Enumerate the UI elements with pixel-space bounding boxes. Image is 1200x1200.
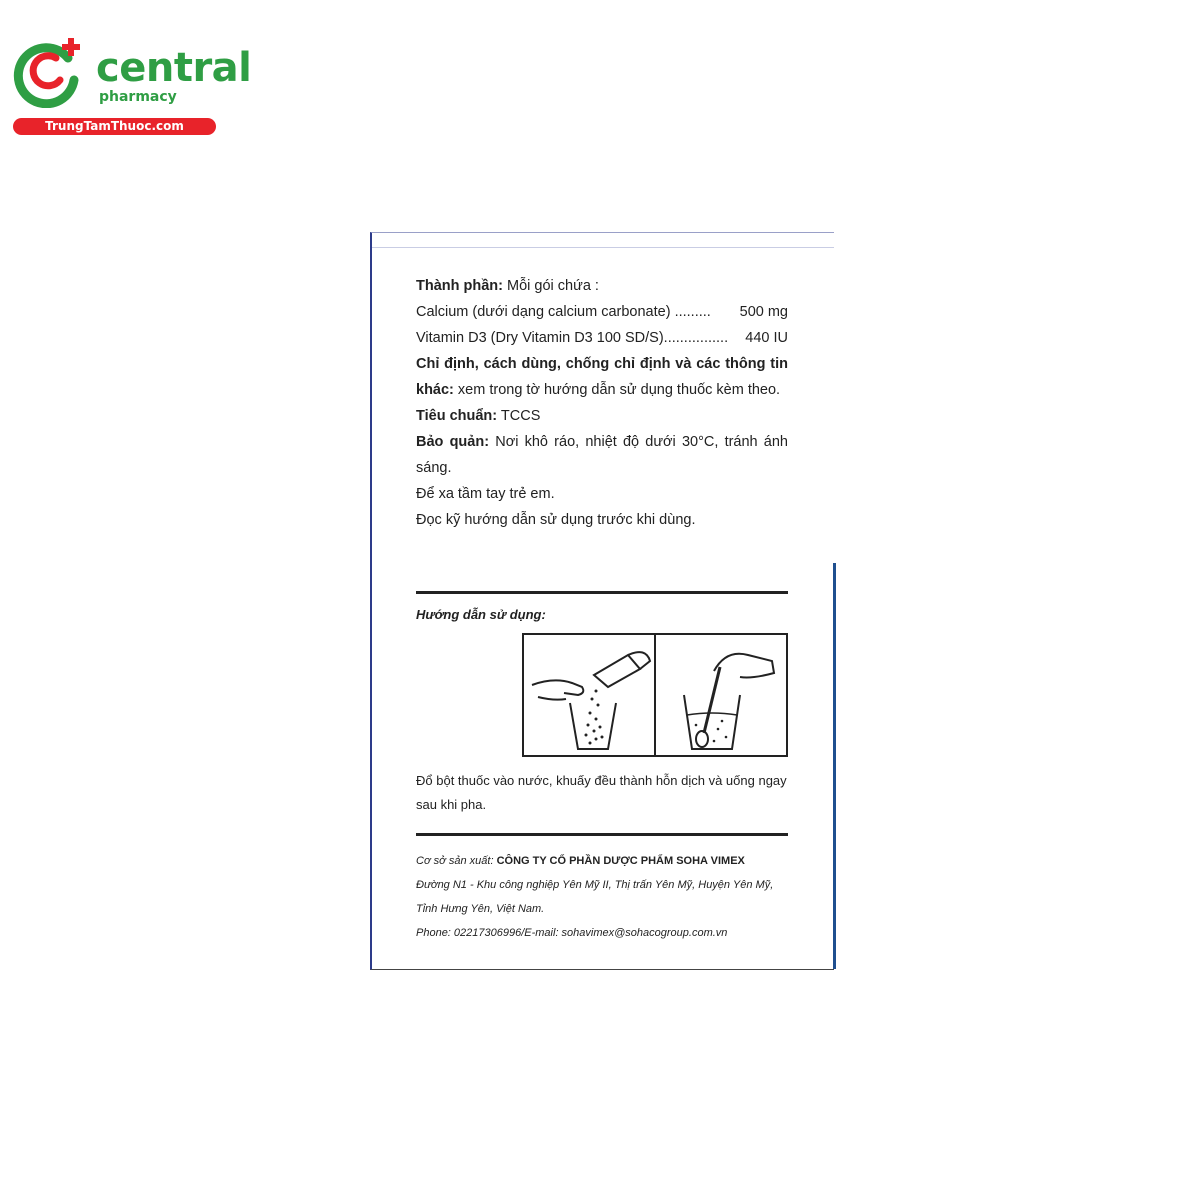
logo-sub-text: pharmacy bbox=[99, 89, 177, 105]
ingredient-row bbox=[416, 299, 788, 325]
central-pharmacy-logo bbox=[10, 36, 252, 136]
storage-paragraph bbox=[416, 429, 788, 481]
ingredient-amount: 500 mg bbox=[739, 304, 788, 320]
usage-illustration bbox=[522, 633, 788, 757]
logo-brand-text: central bbox=[96, 45, 252, 91]
top-divider bbox=[372, 247, 834, 248]
children-warning: Để xa tầm tay trẻ em. bbox=[416, 486, 555, 502]
composition-line bbox=[416, 273, 788, 299]
composition-intro: Mỗi gói chứa : bbox=[507, 278, 599, 294]
stir-panel bbox=[654, 635, 786, 755]
manufacturer-company: CÔNG TY CỔ PHẦN DƯỢC PHẨM SOHA VIMEX bbox=[496, 855, 745, 867]
label-info-section bbox=[416, 273, 788, 533]
manufacturer-label: Cơ sở sản xuất: bbox=[416, 855, 494, 867]
howto-text: Đổ bột thuốc vào nước, khuấy đều thành hỗn dịch và uống ngay sau khi pha. bbox=[416, 773, 787, 812]
indications-text: xem trong tờ hướng dẫn sử dụng thuốc kèm theo. bbox=[457, 382, 781, 398]
ingredient-name: Calcium (dưới dạng calcium carbonate) ......... bbox=[416, 304, 711, 320]
manufacturer-address: Đường N1 - Khu công nghiệp Yên Mỹ II, Thị trấn Yên Mỹ, Huyện Yên Mỹ, Tỉnh Hưng Yên, Việt Nam. bbox=[416, 879, 774, 915]
standard-value: TCCS bbox=[500, 408, 541, 424]
section-divider bbox=[416, 833, 788, 836]
standard-heading: Tiêu chuẩn: bbox=[416, 408, 498, 424]
indications-heading: Chỉ định, cách dùng, chống chỉ định và các thông tin khác: bbox=[416, 356, 788, 398]
storage-heading: Bảo quản: bbox=[416, 434, 490, 450]
section-divider bbox=[416, 591, 788, 594]
pour-powder-panel bbox=[524, 635, 654, 755]
composition-heading: Thành phần: bbox=[416, 278, 503, 294]
ingredient-amount: 440 IU bbox=[745, 330, 788, 346]
read-instructions-warning: Đọc kỹ hướng dẫn sử dụng trước khi dùng. bbox=[416, 512, 696, 528]
stir-spoon-icon bbox=[656, 635, 786, 755]
ingredient-name: Vitamin D3 (Dry Vitamin D3 100 SD/S)................ bbox=[416, 330, 729, 346]
manufacturer-line bbox=[416, 849, 788, 873]
storage-text: Nơi khô ráo, nhiệt độ dưới 30°C, tránh ánh sáng. bbox=[416, 434, 788, 476]
standard-line bbox=[416, 403, 788, 429]
ingredient-row bbox=[416, 325, 788, 351]
logo-site-badge: TrungTamThuoc.com bbox=[13, 118, 216, 135]
indications-paragraph bbox=[416, 351, 788, 403]
manufacturer-info bbox=[416, 849, 788, 945]
manufacturer-contact: Phone: 02217306996/E-mail: sohavimex@sohacogroup.com.vn bbox=[416, 927, 728, 939]
pharmacy-cross-logo-icon bbox=[10, 36, 90, 108]
pour-powder-icon bbox=[524, 635, 654, 755]
product-label bbox=[370, 232, 834, 970]
right-edge-line bbox=[833, 563, 836, 969]
howto-heading: Hướng dẫn sử dụng: bbox=[416, 607, 546, 622]
